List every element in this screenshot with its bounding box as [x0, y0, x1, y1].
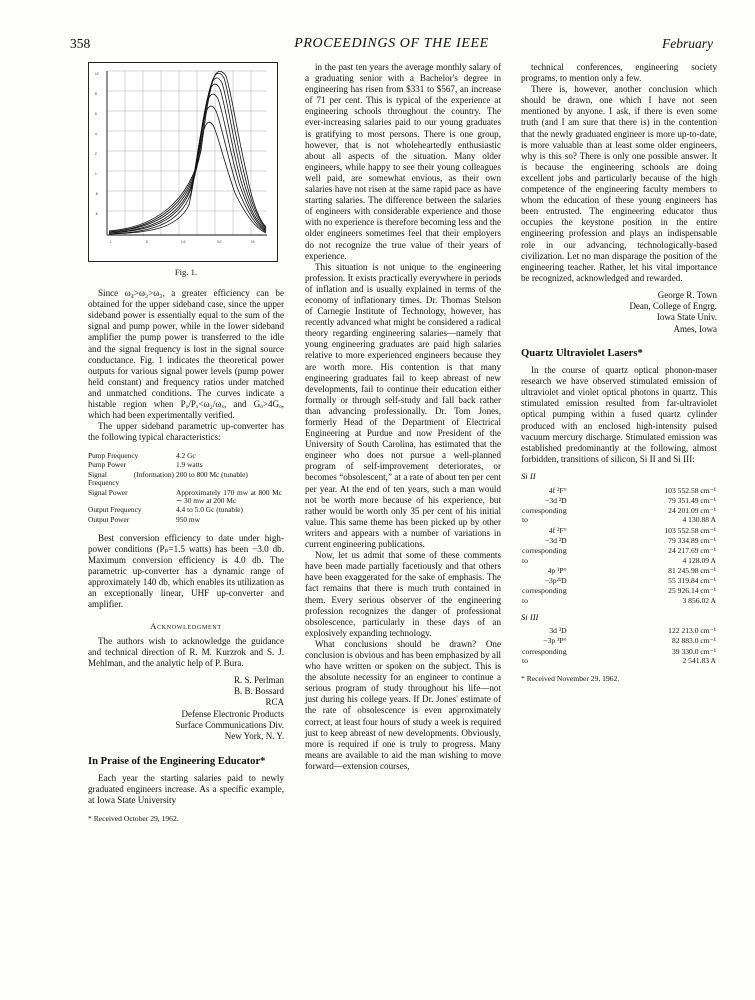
signature-line: Dean, College of Engrg.: [629, 301, 717, 312]
term-symbol: −3p²¹D: [544, 576, 567, 586]
table-row: [88, 515, 284, 524]
spec-label: Signal (Information) Frequency: [88, 469, 174, 488]
spec-label: Output Frequency: [88, 505, 142, 515]
spec-value: Approximately 170 mw at 800 Mc ∼ 30 mw at 200 Mc: [176, 487, 282, 506]
svg-text:6: 6: [95, 112, 97, 116]
table-row: [521, 586, 717, 606]
species-label-si2: Si II: [521, 470, 536, 481]
table-row: [521, 495, 717, 505]
corresponding-label: corresponding to: [522, 546, 567, 565]
table-row: [521, 565, 717, 575]
corresponding-value: 24 217.69 cm⁻¹: [668, 546, 716, 556]
signature-line: Ames, Iowa: [673, 323, 717, 334]
corresponding-value: 2 541.83 A: [682, 656, 716, 666]
column-two: [305, 62, 501, 772]
acknowledgment-heading: Acknowledgment: [150, 621, 222, 631]
column-three: [521, 62, 717, 683]
term-symbol: −3d ²D: [545, 535, 567, 545]
column-one: [88, 62, 284, 823]
spec-label: Signal Power: [88, 487, 128, 497]
signature-line: R. S. Perlman: [233, 674, 284, 685]
signature-line: Surface Communications Div.: [175, 720, 284, 731]
line-value: 103 552.58 cm⁻¹: [664, 525, 716, 535]
footnote-1: * Received October 29, 1962.: [88, 813, 179, 823]
signature-block-1: [88, 675, 284, 743]
svg-text:10: 10: [95, 72, 99, 76]
spec-value: 950 mw: [176, 514, 201, 524]
line-value: 122 213.0 cm⁻¹: [668, 626, 716, 636]
svg-text:.1: .1: [109, 240, 112, 244]
term-symbol: −3d ²D: [545, 495, 567, 505]
corresponding-value: 4 128.09 A: [682, 555, 716, 565]
svg-text:4: 4: [95, 132, 97, 136]
svg-text:.6: .6: [95, 212, 98, 216]
corresponding-value: 25 926.14 cm⁻¹: [668, 586, 716, 596]
col3-article-para-1: In the course of quartz optical phonon-maser research we have observed stimulated emission of ultraviolet and violet optical photons in quartz. This stimulated emission resulted from far-ultraviolet optical pumping within a fused quartz cylinder produced with an enclosed high-intensity pulsed vacuum mercury discharge. Stimulated emission was established predominantly at the following, almost forbidden, transitions of silicon, Si II and Si III:: [521, 365, 717, 464]
term-symbol: 4p ¹P°: [547, 565, 567, 575]
figure-1-caption: Fig. 1.: [174, 267, 198, 277]
line-value: 81 245.98 cm⁻¹: [668, 565, 716, 575]
line-value: 103 552.58 cm⁻¹: [664, 485, 716, 495]
table-row: [88, 488, 284, 506]
svg-text:.8: .8: [95, 192, 98, 196]
table-row: [521, 525, 717, 535]
col3-para-1: technical conferences, engineering society programs, to mention only a few.: [521, 62, 717, 84]
figure-1-plot: [88, 62, 278, 262]
acknowledgment-text: The authors wish to acknowledge the guidance and technical direction of R. M. Kurzrok and S. J. Mehlman, and the analytic help of P. Bura.: [88, 635, 284, 668]
line-value: 82 883.0 cm⁻¹: [671, 636, 716, 646]
term-symbol: 3d ³D: [549, 626, 567, 636]
spec-value: 4.2 Gc: [176, 450, 196, 460]
corresponding-values: [568, 506, 717, 526]
term-symbol: −3p ³P°: [543, 636, 567, 646]
line-value: 79 351.49 cm⁻¹: [668, 495, 716, 505]
term-symbol: 4f ²F°: [548, 525, 567, 535]
corresponding-values: [568, 586, 717, 606]
table-row: [521, 646, 717, 666]
col2-para-1: in the past ten years the average monthly salary of a graduating senior with a Bachelor's degree in engineering has risen from $331 to $567, an increase of 71 per cent. This is typical of the experience at engineering schools throughout the country. The ever-increasing salaries paid to our young graduates is gratifying to most persons. There is one group, however, that is not wholeheartedly enthusiastic about all aspects of the situation. Many older engineers, while happy to see their young colleagues well paid, are somewhat envious, as their own salaries have not risen at the same rapid pace as have starting salaries. The difference between the salaries of engineers with considerable experience and those with no experience is therefore becoming less and the older engineers sometimes feel that their employers do not recognize the true value of their years of experience.: [305, 62, 501, 261]
signature-block-2: [521, 290, 717, 335]
corresponding-value: 3 856.02 A: [682, 595, 716, 605]
corresponding-label: corresponding to: [522, 506, 567, 525]
svg-text:.3: .3: [145, 240, 148, 244]
footnote-2: * Received November 29, 1962.: [521, 673, 620, 683]
signature-line: B. B. Bossard: [233, 686, 284, 697]
svg-text:3.0: 3.0: [217, 240, 222, 244]
specifications-table: [88, 451, 284, 524]
signature-line: RCA: [265, 697, 284, 708]
svg-text:2: 2: [95, 152, 97, 156]
page-header: [70, 36, 713, 56]
svg-text:10: 10: [251, 240, 255, 244]
spec-label: Output Power: [88, 514, 130, 524]
line-value: 79 334.89 cm⁻¹: [668, 535, 716, 545]
col2-para-2: This situation is not unique to the engineering profession. It exists practically everywhere in periods of inflation and is usually explained in terms of the economy of inflationary times. Dr. Thomas Stelson of Carnegie Institute of Technology, however, has recently advanced what might be considered a radical theory regarding engineering salaries—namely that young engineering graduates are paid high salaries relative to more experienced engineers because they are worth more. His contention is that many engineering graduates fail to keep abreast of new developments, fail to continue their education either formally or through self-study and fall back rather than advancing professionally. Dr. Tom Jones, formerly Head of the Department of Electrical Engineering at Purdue and now President of the University of South Carolina, has estimated that the engineer who does not pursue a well-planned program of self-improvement deteriorates, or becomes “obsolescent,” at a rate of about ten per cent per year. At the end of ten years, such a man would not be worth more because of his experience, but rather would be worth only 35 per cent of his initial value. This same theme has been picked up by other writers and appears with a number of variations in current engineering publications.: [305, 261, 501, 550]
col2-para-3: Now, let us admit that some of these comments have been made partially facetiously and that others have been exaggerated for the sake of emphasis. The fact remains that there is much truth contained in them. Every serious observer of the engineering profession recognizes the danger of professional obsolescence, particularly in these days of an explosively expanding technology.: [305, 550, 501, 638]
corresponding-label: corresponding to: [522, 586, 567, 605]
signature-line: Iowa State Univ.: [656, 312, 717, 323]
spec-label: Pump Power: [88, 460, 126, 470]
spectral-lines-table-si3: [521, 626, 717, 666]
table-row: [88, 470, 284, 488]
signature-line: New York, N. Y.: [224, 731, 284, 742]
species-label-si3: Si III: [521, 611, 539, 622]
corresponding-values: [568, 546, 717, 566]
corresponding-label: corresponding to: [522, 646, 567, 666]
col2-para-4: What conclusions should be drawn? One conclusion is obvious and has been emphasized by all who have written or spoken on the subject. This is the absolute necessity for an engineer to continue a serious program of study throughout his life—not just during his college years. If Dr. Jones' estimate of the rate of obsolescence is even approximately correct, at least four hours of study a week is required just to keep abreast of new developments. Obviously, more is required if one is truly to progress. Many means are available to aid the man wishing to move forward—extension courses,: [305, 638, 501, 771]
corresponding-values: [568, 646, 717, 666]
table-row: [521, 535, 717, 545]
col1-article-para-1: Each year the starting salaries paid to newly graduated engineers increase. As a specific example, at Iowa State University: [88, 772, 284, 805]
signature-line: George R. Town: [657, 289, 717, 300]
svg-text:1: 1: [95, 172, 97, 176]
table-row: [521, 506, 717, 526]
spec-value: 4.4 to 5.0 Gc (tunable): [176, 505, 243, 515]
table-row: [521, 546, 717, 566]
table-row: [521, 636, 717, 646]
table-row: [88, 461, 284, 470]
article-title-praise: In Praise of the Engineering Educator*: [88, 755, 266, 767]
signature-line: Defense Electronic Products: [181, 708, 284, 719]
figure-1: [88, 62, 284, 278]
table-row: [521, 576, 717, 586]
journal-title: PROCEEDINGS OF THE IEEE: [294, 36, 489, 51]
spec-value: 200 to 800 Mc (tunable): [176, 469, 248, 479]
col1-para-3: Best conversion efficiency to date under high-power conditions (Pₚ=1.5 watts) has been −3.0 db. Maximum conversion efficiency is 4.0 db. The parametric up-converter has a dynamic range of approximately 140 db, which enables its utilization as an exceptionally linear, UHF up-converter and amplifier.: [88, 532, 284, 610]
issue-month: February: [662, 36, 713, 51]
spec-value: 1.9 watts: [176, 460, 203, 470]
article-title-quartz: Quartz Ultraviolet Lasers*: [521, 348, 643, 360]
table-row: [521, 485, 717, 495]
line-value: 55 319.84 cm⁻¹: [668, 576, 716, 586]
svg-text:8: 8: [95, 92, 97, 96]
svg-text:1.0: 1.0: [181, 240, 186, 244]
corresponding-value: 24 201.09 cm⁻¹: [668, 506, 716, 516]
table-row: [521, 626, 717, 636]
spectral-lines-table-si2: [521, 485, 717, 606]
col3-para-2: There is, however, another conclusion which should be drawn, one which I have not seen mentioned by anyone. I ask, if there is even some truth (and I am sure that there is) in the contention that the newly graduated engineer is more up-to-date, is more valuable than at least some older engineers, why is this so? There is only one possible answer. It is because the engineering schools are doing excellent jobs and particularly because of the high competence of the engineering faculty members to whom the education of these young engineers has been entrusted. The engineering educator thus occupies the keystone position in the entire engineering profession and plays an indispensable role in our advancing, technologically-based civilization. Let no man disparage the position of the engineering teacher. Rather, let his vital importance be recognized, acknowledged and rewarded.: [521, 84, 717, 283]
col1-para-1: Since ω₄>ω₂>ω₃, a greater efficiency can be obtained for the upper sideband case, since the upper sideband power is essentially equal to the sum of the signal and pump power, while in the lower sideband amplifier the pump power is transferred to the idle and the signal frequency is lost in the signal source conductance. Fig. 1 indicates the theoretical power outputs for various signal power levels (pump power held constant) and frequency ratios under matched and unmatched conditions. The curves indicate a histable region when Pₒ/Pₓ<ω₂/ωₓ, and Gₒ>4Gₒ, which had been experimentally verified.: [88, 288, 284, 421]
corresponding-value: 39 330.0 cm⁻¹: [671, 646, 716, 656]
figure-1-svg: [89, 63, 277, 261]
col1-para-2: The upper sideband parametric up-converter has the following typical characteristics:: [88, 421, 284, 443]
spec-label: Pump Frequency: [88, 450, 139, 460]
term-symbol: 4f ²F°: [548, 485, 567, 495]
page-number: 358: [70, 36, 91, 51]
corresponding-value: 4 130.88 A: [682, 515, 716, 525]
